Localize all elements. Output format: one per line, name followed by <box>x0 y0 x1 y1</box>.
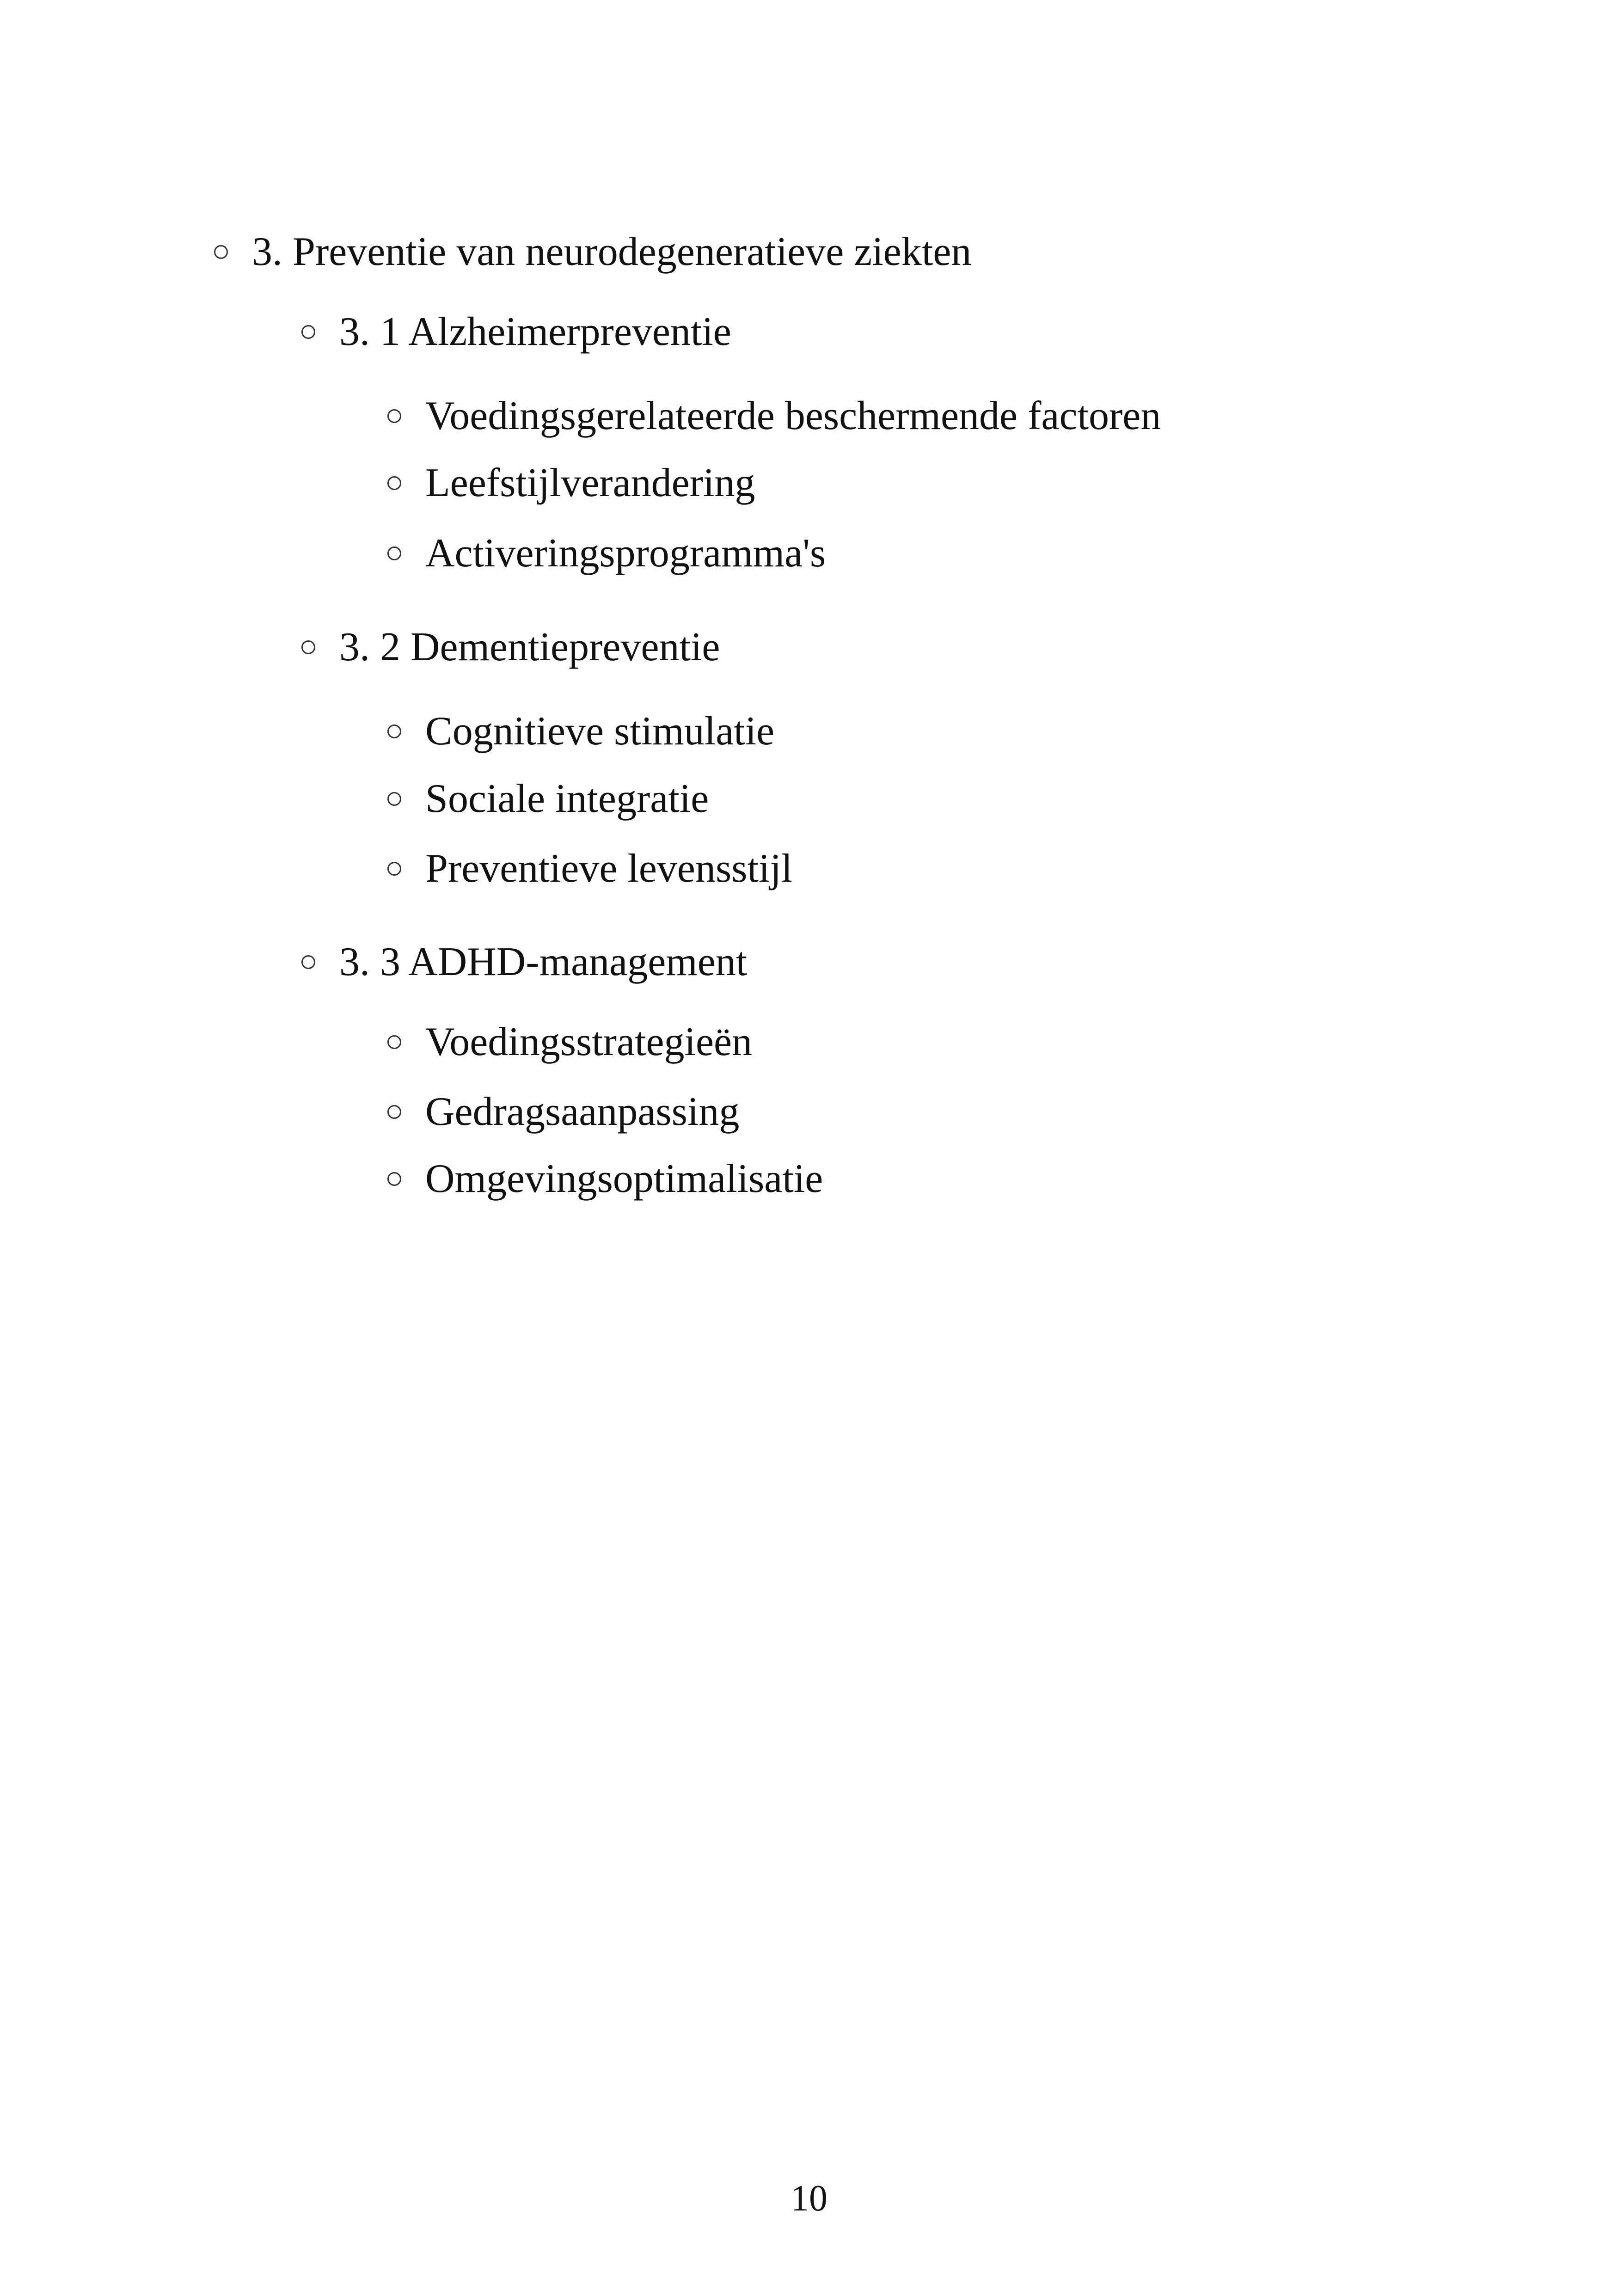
list-item-label: Activeringsprogramma's <box>425 531 826 576</box>
list-item-label: Leefstijlverandering <box>425 460 755 505</box>
outline-item-level3 <box>387 460 755 506</box>
outline-item-level3 <box>387 1089 739 1135</box>
subsection-label: 3. 1 Alzheimerpreventie <box>339 309 731 354</box>
circle-bullet-icon <box>387 724 401 738</box>
outline-item-level1 <box>214 229 971 275</box>
outline-item-level2 <box>301 939 747 985</box>
circle-bullet-icon <box>387 476 401 490</box>
outline-item-level3 <box>387 708 774 755</box>
page-number: 10 <box>791 2178 827 2219</box>
outline-item-level2 <box>301 309 731 355</box>
circle-bullet-icon <box>387 1105 401 1119</box>
circle-bullet-icon <box>301 325 315 339</box>
circle-bullet-icon <box>214 245 228 259</box>
outline-item-level2 <box>301 624 720 670</box>
circle-bullet-icon <box>387 409 401 423</box>
section-title: 3. Preventie van neurodegeneratieve ziekten <box>252 229 972 274</box>
list-item-label: Voedingsstrategieën <box>425 1019 753 1064</box>
list-item-label: Voedingsgerelateerde beschermende factoren <box>425 393 1161 438</box>
list-item-label: Sociale integratie <box>425 776 709 821</box>
subsection-label: 3. 2 Dementiepreventie <box>339 625 720 669</box>
outline-item-level3 <box>387 776 709 822</box>
outline-item-level3 <box>387 846 792 892</box>
circle-bullet-icon <box>301 955 315 969</box>
outline-item-level3 <box>387 393 1161 439</box>
list-item-label: Cognitieve stimulatie <box>425 709 775 754</box>
circle-bullet-icon <box>387 862 401 876</box>
outline-item-level3 <box>387 1156 823 1202</box>
circle-bullet-icon <box>387 546 401 560</box>
list-item-label: Omgevingsoptimalisatie <box>425 1156 823 1201</box>
circle-bullet-icon <box>387 1172 401 1186</box>
circle-bullet-icon <box>387 792 401 806</box>
circle-bullet-icon <box>387 1035 401 1049</box>
list-item-label: Preventieve levensstijl <box>425 846 793 891</box>
list-item-label: Gedragsaanpassing <box>425 1089 740 1134</box>
outline-item-level3 <box>387 530 826 577</box>
outline-item-level3 <box>387 1019 752 1065</box>
circle-bullet-icon <box>301 640 315 654</box>
subsection-label: 3. 3 ADHD-management <box>339 939 748 984</box>
